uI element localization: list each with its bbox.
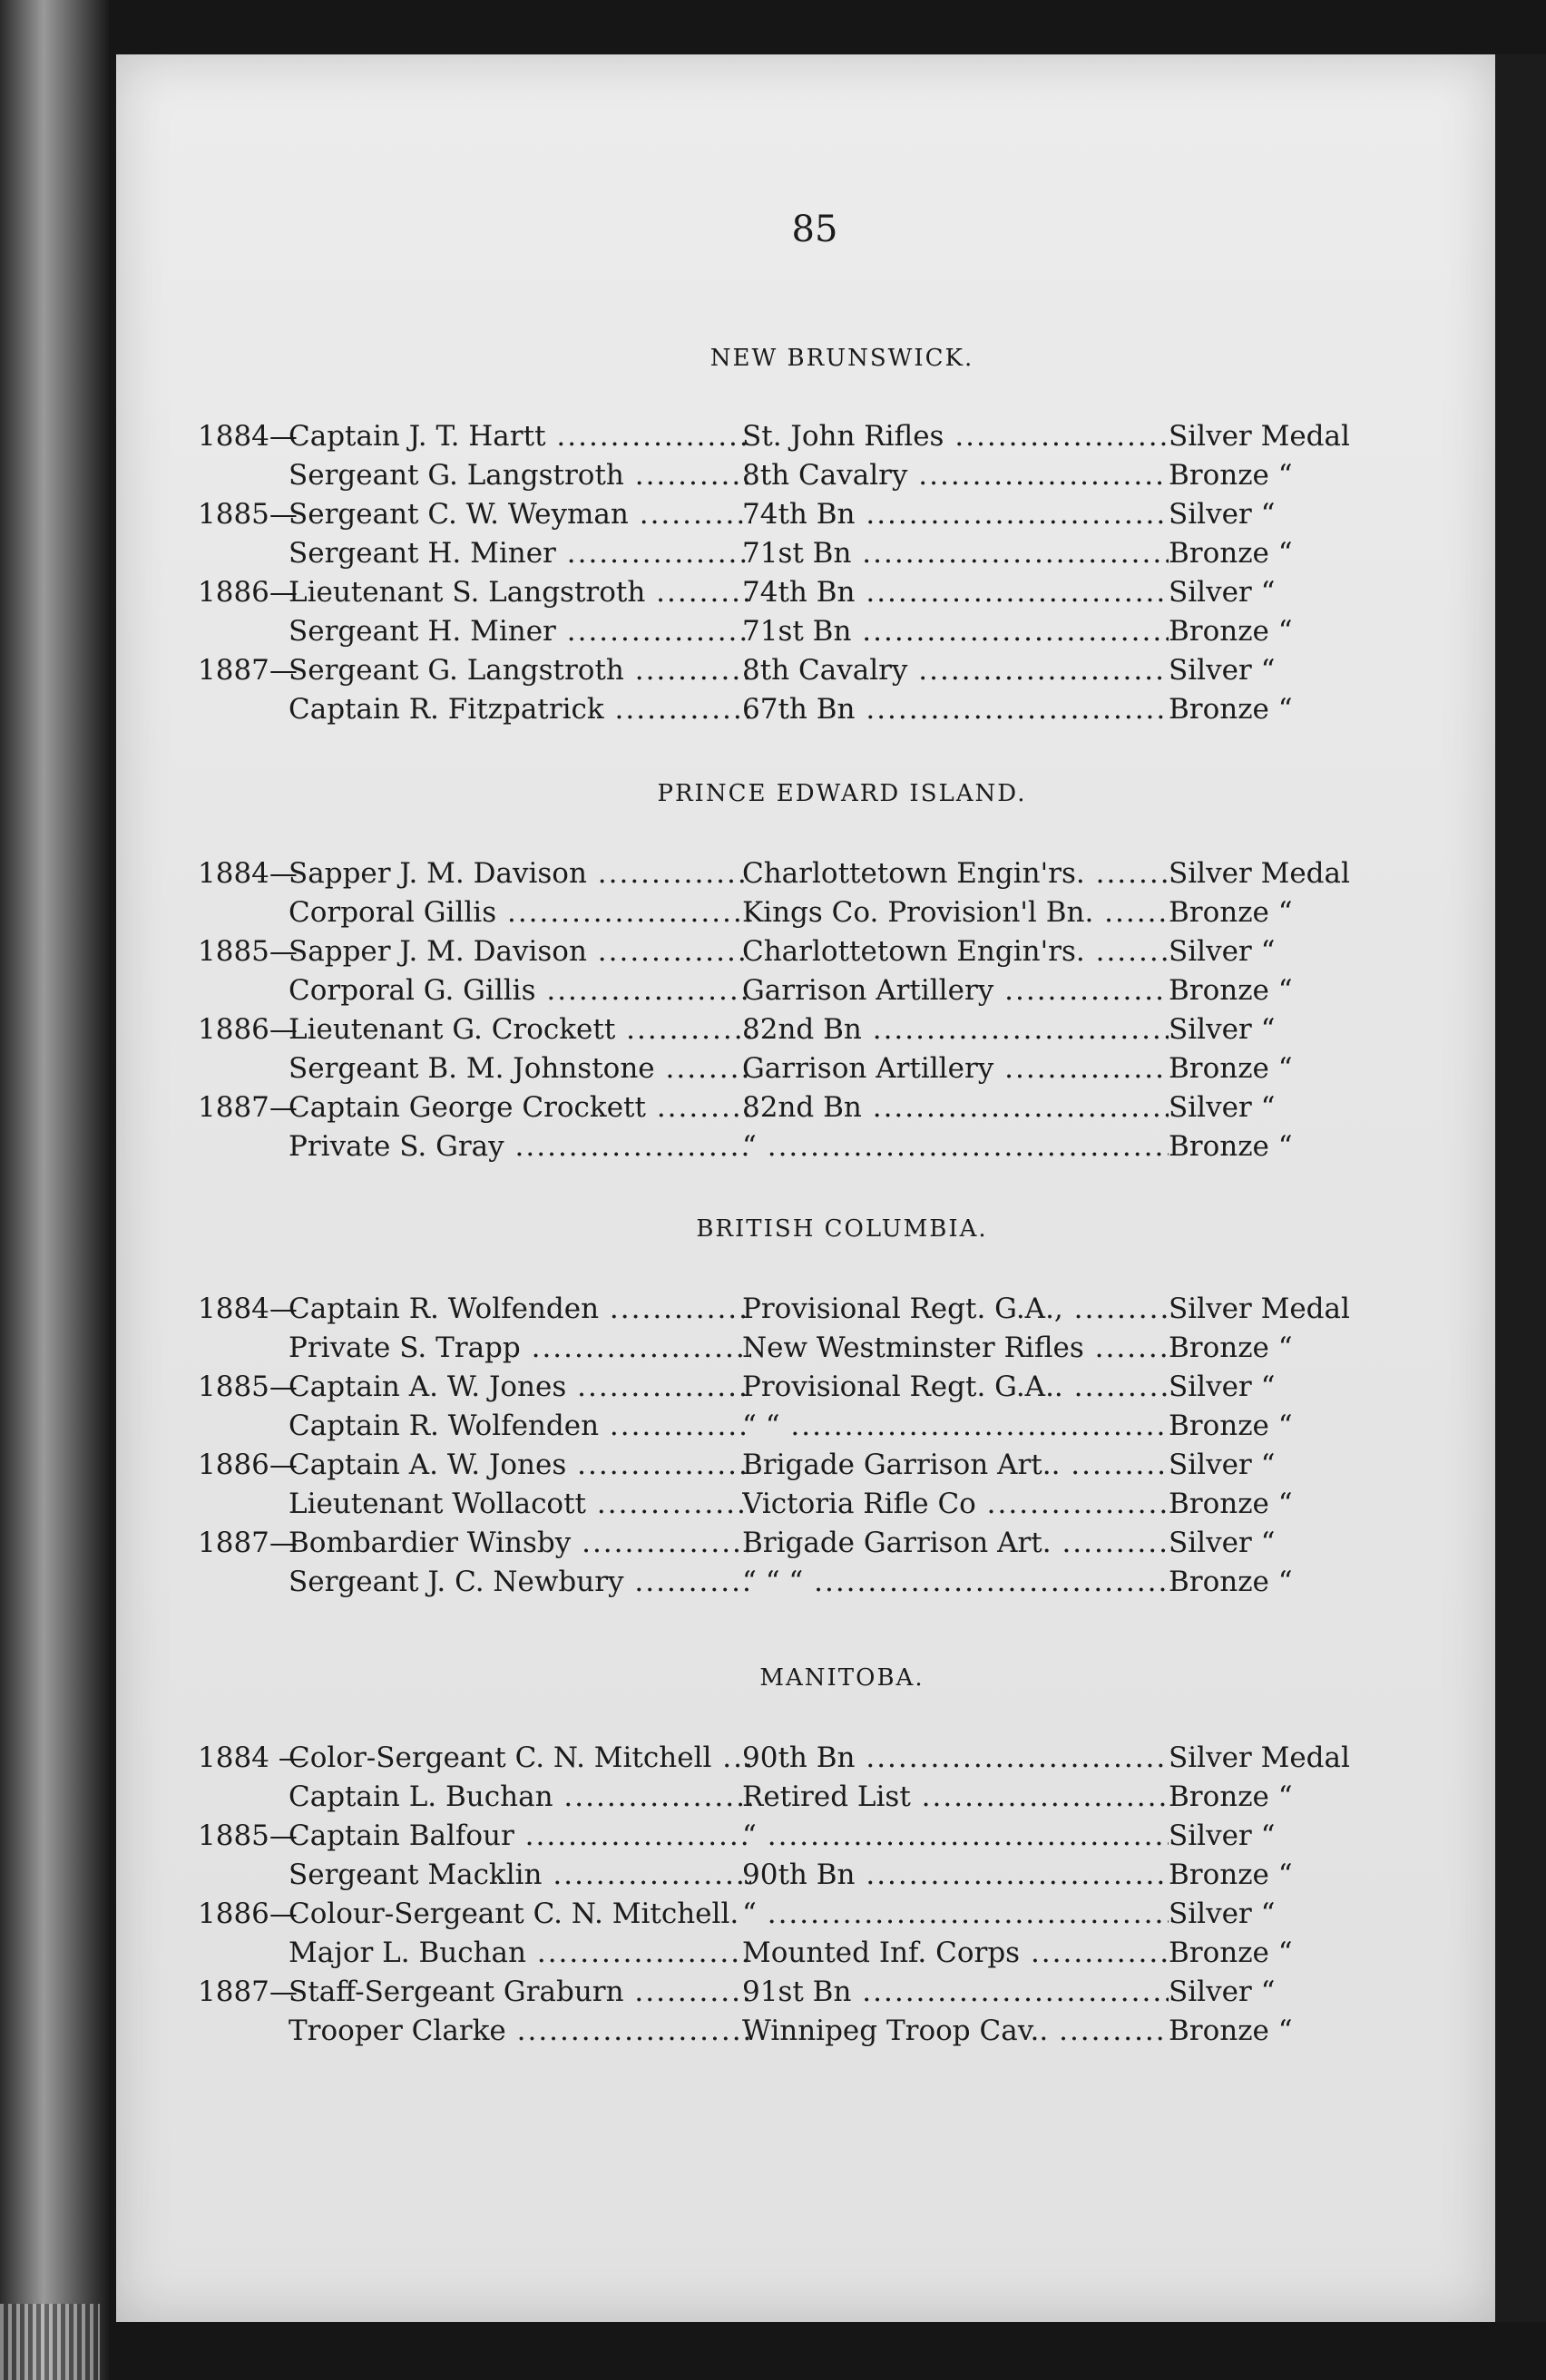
medal-type: Bronze “ [1169, 1488, 1293, 1520]
award-row [198, 854, 1432, 893]
recipient-cell [289, 573, 751, 612]
award-row [198, 573, 1432, 612]
section-british-columbia [198, 1215, 1432, 1602]
recipient-cell [289, 651, 751, 690]
recipient-cell [289, 1934, 751, 1973]
recipient-cell [289, 417, 751, 456]
medal-type: Bronze “ [1169, 2014, 1293, 2047]
corps-name: Charlottetown Engin'rs. ..... [742, 857, 1169, 890]
award-row [198, 1127, 1432, 1166]
award-row [198, 1368, 1432, 1407]
recipient-cell [289, 1290, 751, 1329]
corps-name: 90th Bn ..... [742, 1741, 1169, 1774]
recipient-name: Sapper J. M. Davison ..... [289, 935, 751, 968]
corps-cell [742, 651, 1169, 690]
recipient-cell [289, 1368, 751, 1407]
recipient-cell [289, 1049, 751, 1088]
recipient-cell [289, 1485, 751, 1524]
award-year: 1885— [198, 935, 298, 968]
corps-cell [742, 690, 1169, 729]
medal-type: Bronze “ [1169, 615, 1293, 648]
recipient-cell [289, 495, 751, 534]
award-row [198, 1329, 1432, 1368]
corps-name: 8th Cavalry ..... [742, 654, 1169, 687]
award-row [198, 1010, 1432, 1049]
recipient-cell [289, 1856, 751, 1895]
award-row [198, 1049, 1432, 1088]
recipient-cell [289, 1524, 751, 1563]
scan-border [1495, 54, 1546, 2322]
recipient-cell [289, 1739, 751, 1778]
medal-type: Bronze “ [1169, 1566, 1293, 1598]
corps-name: “ ..... [742, 1819, 1169, 1852]
medal-type: Silver “ [1169, 1448, 1276, 1481]
corps-name: Provisional Regt. G.A., ..... [742, 1292, 1169, 1325]
award-row [198, 612, 1432, 651]
recipient-name: Sergeant G. Langstroth ..... [289, 459, 751, 492]
award-year: 1886— [198, 576, 298, 609]
medal-type: Bronze “ [1169, 896, 1293, 929]
award-row [198, 1407, 1432, 1446]
section-heading: PRINCE EDWARD ISLAND. [657, 780, 1027, 807]
corps-cell [742, 932, 1169, 971]
recipient-cell [289, 1088, 751, 1127]
corps-cell [742, 1817, 1169, 1856]
corps-name: St. John Rifles ..... [742, 420, 1169, 453]
corps-name: Mounted Inf. Corps ..... [742, 1936, 1169, 1969]
medal-type: Silver “ [1169, 1819, 1276, 1852]
corps-cell [742, 573, 1169, 612]
award-year: 1884 — [198, 1741, 307, 1774]
award-row [198, 971, 1432, 1010]
medal-type: Silver Medal [1169, 420, 1350, 453]
medal-type: Bronze “ [1169, 1130, 1293, 1163]
medal-type: Silver Medal [1169, 1741, 1350, 1774]
recipient-cell [289, 893, 751, 932]
recipient-cell [289, 1446, 751, 1485]
corps-cell [742, 534, 1169, 573]
recipient-cell [289, 1817, 751, 1856]
corps-cell [742, 612, 1169, 651]
recipient-name: Captain R. Wolfenden ..... [289, 1409, 751, 1442]
corps-name: “ “ ..... [742, 1409, 1169, 1442]
section-heading: BRITISH COLUMBIA. [696, 1215, 988, 1243]
medal-type: Silver “ [1169, 1527, 1276, 1559]
corps-name: 82nd Bn ..... [742, 1013, 1169, 1046]
corps-cell [742, 1485, 1169, 1524]
recipient-cell [289, 1563, 751, 1602]
recipient-name: Colour-Sergeant C. N. Mitchell. ..... [289, 1897, 751, 1930]
corps-name: Charlottetown Engin'rs. ..... [742, 935, 1169, 968]
award-year: 1885— [198, 498, 298, 531]
award-row [198, 1446, 1432, 1485]
recipient-cell [289, 612, 751, 651]
recipient-name: Lieutenant G. Crockett ..... [289, 1013, 751, 1046]
corps-name: Victoria Rifle Co ..... [742, 1488, 1169, 1520]
corps-cell [742, 1778, 1169, 1817]
corps-cell [742, 456, 1169, 495]
corps-cell [742, 854, 1169, 893]
award-row [198, 1524, 1432, 1563]
recipient-cell [289, 534, 751, 573]
medal-type: Silver “ [1169, 1013, 1276, 1046]
corps-name: Provisional Regt. G.A.. ..... [742, 1370, 1169, 1403]
recipient-name: Sergeant H. Miner ..... [289, 615, 751, 648]
recipient-name: Captain Balfour ..... [289, 1819, 751, 1852]
award-row [198, 893, 1432, 932]
corps-cell [742, 1329, 1169, 1368]
corps-name: 67th Bn ..... [742, 693, 1169, 726]
recipient-name: Captain J. T. Hartt ..... [289, 420, 751, 453]
corps-cell [742, 1127, 1169, 1166]
recipient-name: Private S. Gray ..... [289, 1130, 751, 1163]
recipient-name: Captain George Crockett ..... [289, 1091, 751, 1124]
corps-cell [742, 2012, 1169, 2051]
award-row [198, 1778, 1432, 1817]
medal-type: Bronze “ [1169, 1331, 1293, 1364]
corps-name: “ ..... [742, 1130, 1169, 1163]
award-row [198, 1563, 1432, 1602]
recipient-name: Captain L. Buchan ..... [289, 1780, 751, 1813]
recipient-cell [289, 456, 751, 495]
award-list [198, 854, 1432, 1166]
medal-type: Silver Medal [1169, 857, 1350, 890]
medal-type: Silver “ [1169, 498, 1276, 531]
corps-name: 90th Bn ..... [742, 1858, 1169, 1891]
recipient-name: Captain R. Wolfenden ..... [289, 1292, 751, 1325]
corps-cell [742, 1368, 1169, 1407]
corps-name: Kings Co. Provision'l Bn. ..... [742, 896, 1169, 929]
award-list [198, 417, 1432, 729]
medal-type: Bronze “ [1169, 537, 1293, 570]
award-row [198, 1088, 1432, 1127]
corps-cell [742, 1446, 1169, 1485]
book-page-edges [0, 2304, 100, 2380]
recipient-name: Sergeant Macklin ..... [289, 1858, 751, 1891]
section-heading: MANITOBA. [759, 1664, 925, 1692]
medal-type: Silver “ [1169, 576, 1276, 609]
corps-cell [742, 417, 1169, 456]
award-row [198, 1895, 1432, 1934]
award-list [198, 1290, 1432, 1602]
award-year: 1884— [198, 1292, 298, 1325]
recipient-cell [289, 971, 751, 1010]
award-year: 1884— [198, 857, 298, 890]
recipient-cell [289, 1973, 751, 2012]
recipient-cell [289, 1010, 751, 1049]
corps-name: 71st Bn ..... [742, 537, 1169, 570]
corps-cell [742, 1010, 1169, 1049]
medal-type: Silver “ [1169, 1091, 1276, 1124]
award-row [198, 1817, 1432, 1856]
corps-name: Winnipeg Troop Cav.. ..... [742, 2014, 1169, 2047]
medal-type: Bronze “ [1169, 1936, 1293, 1969]
corps-name: 82nd Bn ..... [742, 1091, 1169, 1124]
medal-type: Bronze “ [1169, 1858, 1293, 1891]
award-row [198, 456, 1432, 495]
corps-cell [742, 1934, 1169, 1973]
medal-type: Silver “ [1169, 1370, 1276, 1403]
book-gutter [0, 0, 109, 2380]
corps-cell [742, 1856, 1169, 1895]
award-year: 1885— [198, 1370, 298, 1403]
medal-type: Silver Medal [1169, 1292, 1350, 1325]
corps-cell [742, 971, 1169, 1010]
recipient-name: Staff-Sergeant Graburn ..... [289, 1975, 751, 2008]
page-number: 85 [791, 209, 838, 250]
recipient-cell [289, 1329, 751, 1368]
award-row [198, 690, 1432, 729]
recipient-cell [289, 1778, 751, 1817]
medal-type: Bronze “ [1169, 1780, 1293, 1813]
corps-cell [742, 1739, 1169, 1778]
recipient-cell [289, 1127, 751, 1166]
recipient-cell [289, 932, 751, 971]
award-year: 1887— [198, 654, 298, 687]
recipient-name: Corporal G. Gillis ..... [289, 974, 751, 1007]
medal-type: Silver “ [1169, 654, 1276, 687]
recipient-cell [289, 2012, 751, 2051]
recipient-name: Major L. Buchan ..... [289, 1936, 751, 1969]
corps-name: Brigade Garrison Art. ..... [742, 1527, 1169, 1559]
medal-type: Bronze “ [1169, 1052, 1293, 1085]
medal-type: Bronze “ [1169, 974, 1293, 1007]
corps-name: Garrison Artillery ..... [742, 974, 1169, 1007]
recipient-name: Sergeant J. C. Newbury ..... [289, 1566, 751, 1598]
award-row [198, 534, 1432, 573]
corps-name: 74th Bn ..... [742, 498, 1169, 531]
award-year: 1887— [198, 1091, 298, 1124]
recipient-name: Color-Sergeant C. N. Mitchell ..... [289, 1741, 751, 1774]
corps-cell [742, 1049, 1169, 1088]
recipient-name: Captain A. W. Jones ..... [289, 1370, 751, 1403]
award-row [198, 651, 1432, 690]
recipient-name: Lieutenant S. Langstroth ..... [289, 576, 751, 609]
recipient-cell [289, 690, 751, 729]
section-manitoba [198, 1664, 1432, 2051]
recipient-name: Sergeant G. Langstroth ..... [289, 654, 751, 687]
corps-cell [742, 1088, 1169, 1127]
award-year: 1886— [198, 1897, 298, 1930]
corps-name: New Westminster Rifles ..... [742, 1331, 1169, 1364]
award-row [198, 1856, 1432, 1895]
corps-name: Garrison Artillery ..... [742, 1052, 1169, 1085]
corps-cell [742, 1895, 1169, 1934]
award-year: 1885— [198, 1819, 298, 1852]
award-row [198, 1973, 1432, 2012]
award-row [198, 1934, 1432, 1973]
corps-cell [742, 1524, 1169, 1563]
recipient-cell [289, 854, 751, 893]
corps-name: 8th Cavalry ..... [742, 459, 1169, 492]
corps-name: Brigade Garrison Art.. ..... [742, 1448, 1169, 1481]
recipient-name: Lieutenant Wollacott ..... [289, 1488, 751, 1520]
corps-cell [742, 1407, 1169, 1446]
recipient-cell [289, 1407, 751, 1446]
award-row [198, 1739, 1432, 1778]
recipient-name: Corporal Gillis ..... [289, 896, 751, 929]
recipient-name: Sergeant H. Miner ..... [289, 537, 751, 570]
recipient-name: Sergeant B. M. Johnstone ..... [289, 1052, 751, 1085]
award-row [198, 1290, 1432, 1329]
corps-name: 91st Bn ..... [742, 1975, 1169, 2008]
medal-type: Silver “ [1169, 1897, 1276, 1930]
medal-type: Silver “ [1169, 935, 1276, 968]
section-heading: NEW BRUNSWICK. [709, 345, 974, 372]
corps-cell [742, 1563, 1169, 1602]
medal-type: Silver “ [1169, 1975, 1276, 2008]
recipient-name: Bombardier Winsby ..... [289, 1527, 751, 1559]
corps-name: 74th Bn ..... [742, 576, 1169, 609]
recipient-name: Private S. Trapp ..... [289, 1331, 751, 1364]
award-list [198, 1739, 1432, 2051]
award-year: 1887— [198, 1975, 298, 2008]
recipient-name: Sapper J. M. Davison ..... [289, 857, 751, 890]
corps-cell [742, 1973, 1169, 2012]
recipient-name: Captain R. Fitzpatrick ..... [289, 693, 751, 726]
corps-name: “ ..... [742, 1897, 1169, 1930]
award-row [198, 932, 1432, 971]
corps-cell [742, 495, 1169, 534]
medal-type: Bronze “ [1169, 459, 1293, 492]
recipient-name: Captain A. W. Jones ..... [289, 1448, 751, 1481]
recipient-cell [289, 1895, 751, 1934]
award-row [198, 1485, 1432, 1524]
medal-type: Bronze “ [1169, 693, 1293, 726]
book-page [116, 54, 1495, 2322]
recipient-name: Trooper Clarke ..... [289, 2014, 751, 2047]
section-prince-edward-island [198, 780, 1432, 1166]
corps-name: Retired List ..... [742, 1780, 1169, 1813]
corps-cell [742, 1290, 1169, 1329]
medal-type: Bronze “ [1169, 1409, 1293, 1442]
award-year: 1886— [198, 1013, 298, 1046]
section-new-brunswick [198, 345, 1432, 729]
award-year: 1886— [198, 1448, 298, 1481]
award-year: 1887— [198, 1527, 298, 1559]
award-year: 1884— [198, 420, 298, 453]
award-row [198, 417, 1432, 456]
corps-name: 71st Bn ..... [742, 615, 1169, 648]
corps-name: “ “ “ ..... [742, 1566, 1169, 1598]
award-row [198, 495, 1432, 534]
recipient-name: Sergeant C. W. Weyman ..... [289, 498, 751, 531]
corps-cell [742, 893, 1169, 932]
award-row [198, 2012, 1432, 2051]
